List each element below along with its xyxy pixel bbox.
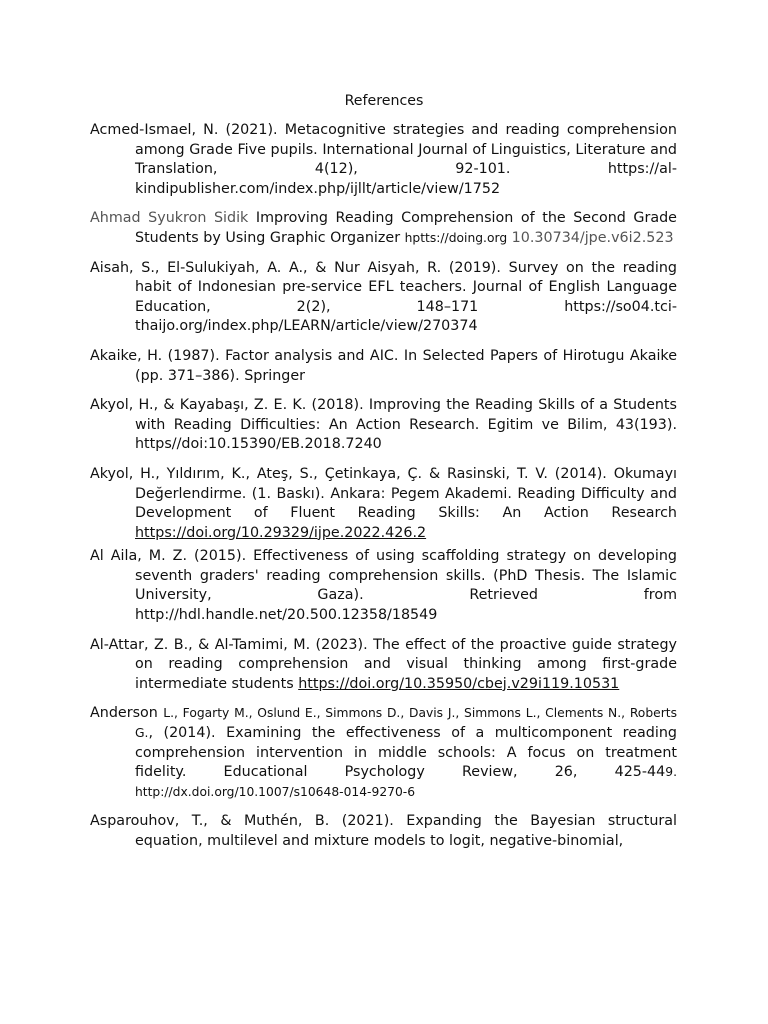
reference-entry <box>90 396 677 455</box>
reference-lead: Anderson <box>90 705 164 722</box>
reference-entry <box>90 259 677 337</box>
reference-entry <box>90 347 677 386</box>
reference-link[interactable]: https://doi.org/10.35950/cbej.v29i119.10531 <box>298 675 620 692</box>
reference-url-prefix: hptts://doing.org <box>404 230 508 245</box>
reference-text: Acmed-Ismael, N. (2021). Metacognitive strategies and reading comprehension among Grade Five pupils. International Journal of Linguistics, Literature and Translation, 4(12), 92-101. https://al-kindipublisher.com/index.php/ijllt/article/view/1752 <box>90 122 677 197</box>
reference-text: Akaike, H. (1987). Factor analysis and AIC. In Selected Papers of Hirotugu Akaike (pp. 371–386). Springer <box>90 347 677 384</box>
reference-entry <box>90 636 677 695</box>
reference-entry <box>90 547 677 625</box>
reference-text: Al-Attar, Z. B., & Al-Tamimi, M. (2023). The effect of the proactive guide strategy on reading comprehension and visual thinking among first-grade intermediate students <box>90 636 677 692</box>
reference-text: Aisah, S., El-Sulukiyah, A. A., & Nur Aisyah, R. (2019). Survey on the reading habit of Indonesian pre-service EFL teachers. Journal of English Language Education, 2(2), 148–171 https://so04.tci-thaijo.org/index.php/LEARN/article/view/270374 <box>90 259 677 335</box>
reference-entry <box>90 121 677 199</box>
reference-doi: 10.30734/jpe.v6i2.523 <box>511 229 674 246</box>
reference-authors: L., Fogarty M., Oslund E., Simmons D., Davis J., Simmons L., Clements N., Roberts G. <box>135 706 677 741</box>
reference-text: , (2014). Examining the effectiveness of a multicomponent reading comprehension intervention in middle schools: A focus on treatment fidelity. Educational Psychology Review, 26, 425-44 <box>135 725 677 781</box>
reference-text: Akyol, H., & Kayabaşı, Z. E. K. (2018). Improving the Reading Skills of a Students with Reading Difficulties: An Action Research. Egitim ve Bilim, 43(193). https//doi:10.15390/EB.2018.7240 <box>90 397 677 453</box>
reference-entry <box>90 812 677 851</box>
reference-entry <box>90 209 677 248</box>
reference-text: Asparouhov, T., & Muthén, B. (2021). Expanding the Bayesian structural equation, multilevel and mixture models to logit, negative-binomial, <box>90 813 677 849</box>
reference-entry <box>90 465 677 543</box>
page-title: References <box>344 93 424 109</box>
reference-list <box>90 121 677 852</box>
reference-doi: 9. http://dx.doi.org/10.1007/s10648-014-9270-6 <box>135 765 677 799</box>
reference-entry <box>90 704 677 802</box>
reference-text: Al Aila, M. Z. (2015). Effectiveness of using scaffolding strategy on developing seventh graders' reading comprehension skills. (PhD Thesis. The Islamic University, Gaza). Retrieved from http://hdl.handle.net/20.500.12358/18549 <box>90 548 677 624</box>
reference-author: Ahmad Syukron Sidik <box>90 210 249 227</box>
reference-link[interactable]: https://doi.org/10.29329/ijpe.2022.426.2 <box>135 524 427 541</box>
reference-text: Akyol, H., Yıldırım, K., Ateş, S., Çetinkaya, Ç. & Rasinski, T. V. (2014). Okumayı Değerlendirme. (1. Baskı). Ankara: Pegem Akademi. Reading Difficulty and Development of Fluent Reading Skills: An Action Research <box>90 465 677 522</box>
reference-text: Improving Reading Comprehension of the Second Grade Students by Using Graphic Organizer <box>135 210 677 246</box>
